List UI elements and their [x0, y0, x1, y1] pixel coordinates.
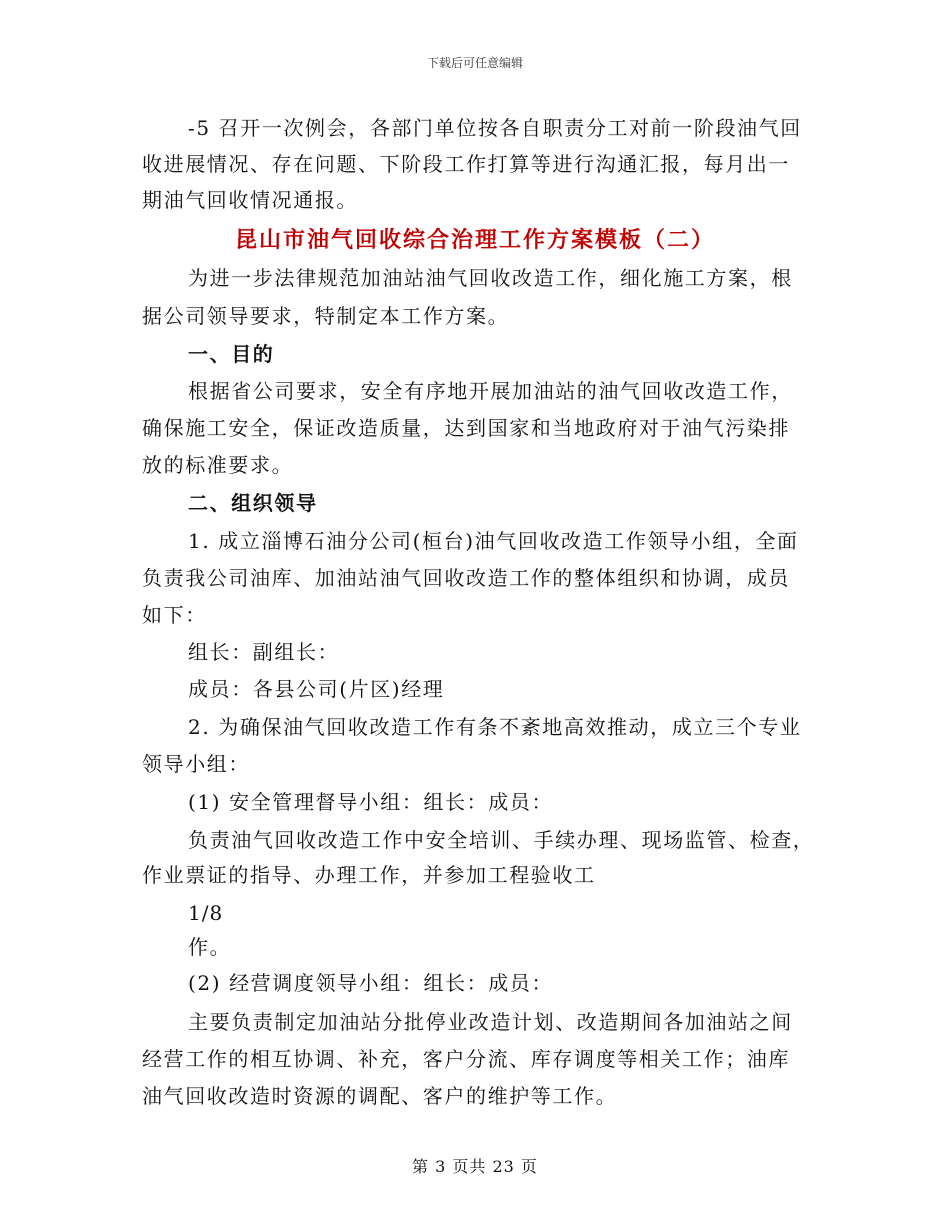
paragraph-line: 负责我公司油库、加油站油气回收改造工作的整体组织和协调，成员: [142, 566, 790, 590]
paragraph-line: 据公司领导要求，特制定本工作方案。: [142, 304, 510, 328]
paragraph-line: 主要负责制定加油站分批停业改造计划、改造期间各加油站之间: [188, 1010, 793, 1034]
leaders-line: 组长：副组长：: [188, 640, 340, 664]
paragraph-line: 根据省公司要求，安全有序地开展加油站的油气回收改造工作，: [188, 379, 793, 403]
section-heading-organization: 二、组织领导: [188, 491, 318, 515]
paragraph-line: 领导小组：: [142, 752, 250, 776]
paragraph-line: 经营工作的相互协调、补充，客户分流、库存调度等相关工作；油库: [142, 1047, 790, 1071]
subgroup-heading-operations: (2) 经营调度领导小组：组长：成员：: [188, 971, 554, 995]
paragraph-line: 2. 为确保油气回收改造工作有条不紊地高效推动，成立三个专业: [188, 715, 802, 739]
paragraph-line: 油气回收改造时资源的调配、客户的维护等工作。: [142, 1084, 618, 1108]
paragraph-line: 负责油气回收改造工作中安全培训、手续办理、现场监管、检查，: [188, 828, 815, 852]
paragraph-line: 1. 成立淄博石油分公司(桓台)油气回收改造工作领导小组，全面: [188, 529, 799, 553]
document-title: 昆山市油气回收综合治理工作方案模板（二）: [234, 227, 715, 253]
members-line: 成员：各县公司(片区)经理: [188, 677, 445, 701]
paragraph-line: 作业票证的指导、办理工作，并参加工程验收工: [142, 863, 596, 887]
paragraph-line: 收进展情况、存在问题、下阶段工作打算等进行沟通汇报，每月出一: [142, 152, 790, 176]
paragraph-line: -5 召开一次例会，各部门单位按各自职责分工对前一阶段油气回: [188, 116, 802, 140]
paragraph-line: 为进一步法律规范加油站油气回收改造工作，细化施工方案，根: [188, 266, 793, 290]
page-header: 下载后可任意编辑: [426, 56, 523, 70]
subgroup-heading-safety: (1) 安全管理督导小组：组长：成员：: [188, 790, 554, 814]
paragraph-line: 作。: [188, 935, 232, 959]
section-heading-purpose: 一、目的: [188, 342, 275, 366]
page-footer: 第 3 页共 23 页: [412, 1157, 538, 1176]
page-marker: 1/8: [188, 901, 224, 925]
paragraph-line: 放的标准要求。: [142, 453, 294, 477]
paragraph-line: 期油气回收情况通报。: [142, 188, 358, 212]
paragraph-line: 确保施工安全，保证改造质量，达到国家和当地政府对于油气污染排: [142, 416, 790, 440]
paragraph-line: 如下：: [142, 603, 207, 627]
